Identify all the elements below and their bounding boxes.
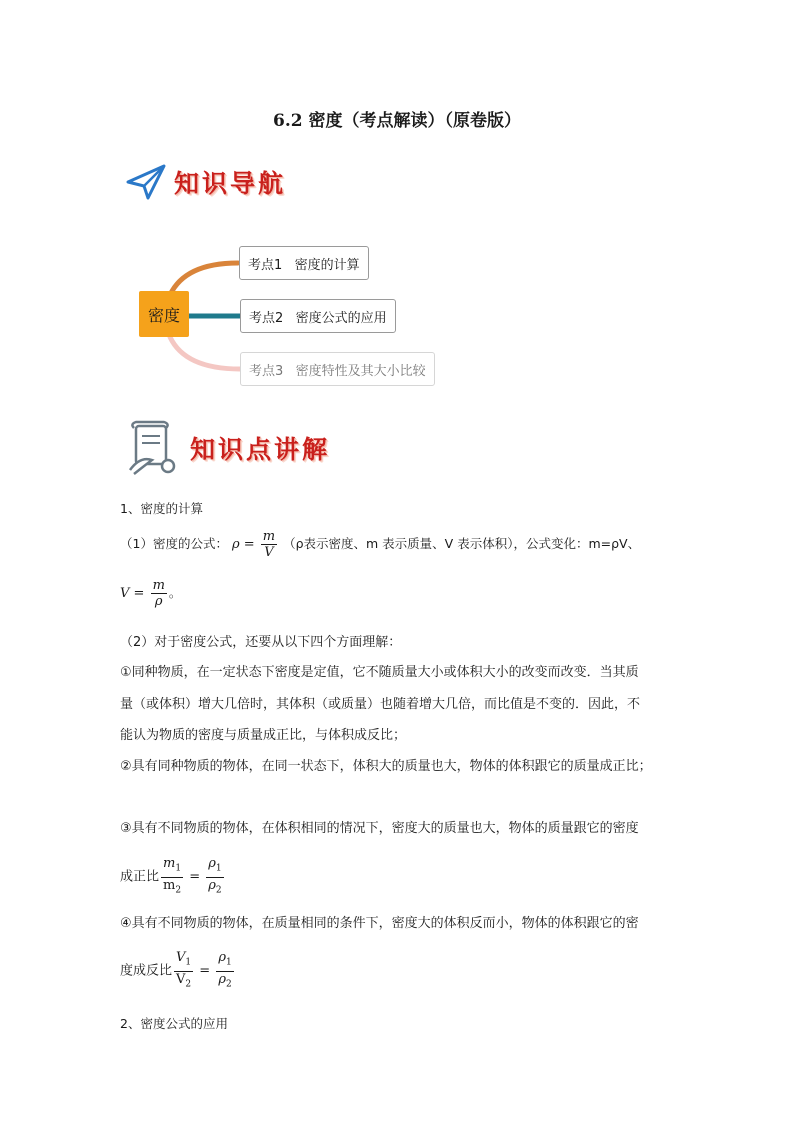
mass-ratio-fraction [161,856,183,898]
paragraph-5-line-2: 成正比 $\frac{m_1}{m_2}$ = $\frac{\rho_1}{\rho_2}$ [120,856,226,898]
rho1-symbol: ρ [218,950,226,965]
density-ratio-fraction-2 [216,950,233,992]
v2-symbol: V [176,971,186,987]
paragraph-5-text: 成正比 [120,869,160,885]
sub-2: 2 [175,885,182,896]
sub-2: 2 [215,885,222,896]
mindmap-topic-2: 考点2 密度公式的应用 [240,299,396,333]
sub-2: 2 [185,979,192,990]
paragraph-6-text: 度成反比 [120,963,173,979]
paragraph-3-line-3: 能认为物质的密度与质量成正比，与体积成反比； [120,728,407,743]
sub-1: 1 [175,863,182,874]
rho2-symbol: ρ [218,971,226,987]
sub-2: 2 [225,979,232,990]
explain-banner [126,420,366,476]
mindmap-topic-1: 考点1 密度的计算 [239,246,369,280]
frac-den: V [264,545,274,560]
paragraph-2: （2）对于密度公式，还要从以下四个方面理解： [120,635,402,650]
sub-1: 1 [225,957,232,968]
rho2-symbol: ρ [208,877,216,893]
mindmap-center: 密度 [139,291,189,337]
volume-ratio-fraction [174,950,193,992]
formula-suffix: （ρ表示密度、m 表示质量、V 表示体积），公式变化：m=ρV、 [283,536,641,551]
m1-symbol: m [163,856,176,871]
rho-symbol: ρ [231,537,240,552]
sub-1: 1 [185,957,192,968]
period: 。 [168,585,182,600]
paragraph-3-line-1: ①同种物质，在一定状态下密度是定值，它不随质量大小或体积大小的改变而改变．当其质 [120,665,639,680]
nav-banner [126,160,346,206]
paragraph-3-line-2: 量（或体积）增大几倍时，其体积（或质量）也随着增大几倍，而比值是不变的．因此，不 [120,697,641,712]
scroll-quill-icon [126,420,178,476]
paper-plane-icon [126,164,166,200]
m2-symbol: m [163,877,176,893]
heading-2: 2、密度公式的应用 [120,1016,228,1031]
volume-formula: V = $\frac{m}{\rho}$ 。 [120,578,182,609]
formula-prefix: （1）密度的公式： [120,536,228,551]
formula-paragraph: （1）密度的公式： ρ = $\frac{m}{V}$ （ρ表示密度、m 表示质量、V 表示体积），公式变化：m=ρV、 [120,529,641,560]
rho1-symbol: ρ [208,856,216,871]
paragraph-4: ②具有同种物质的物体，在同一状态下，体积大的质量也大，物体的体积跟它的质量成正比； [120,759,652,774]
paragraph-5-line-1: ③具有不同物质的物体，在体积相同的情况下，密度大的质量也大，物体的质量跟它的密度 [120,821,639,836]
mindmap-topic-3: 考点3 密度特性及其大小比较 [240,352,435,386]
heading-1: 1、密度的计算 [120,501,203,516]
density-ratio-fraction [206,856,223,898]
volume-fraction [151,578,167,609]
paragraph-6-line-1: ④具有不同物质的物体，在质量相同的条件下，密度大的体积反而小，物体的体积跟它的密 [120,916,639,931]
density-fraction [261,529,277,560]
frac-den: ρ [154,594,163,609]
page-title: 6.2 密度（考点解读）（原卷版） [273,111,521,131]
frac-num: m [262,529,276,544]
paragraph-6-line-2: 度成反比 $\frac{V_1}{V_2}$ = $\frac{\rho_1}{\rho_2}$ [120,950,236,992]
v1-symbol: V [176,950,186,965]
frac-num: m [152,578,165,593]
sub-1: 1 [215,863,222,874]
nav-banner-title: 知识导航 [174,169,287,198]
v-symbol: V [120,586,130,601]
connector-3 [170,337,240,369]
explain-banner-title: 知识点讲解 [190,435,331,464]
